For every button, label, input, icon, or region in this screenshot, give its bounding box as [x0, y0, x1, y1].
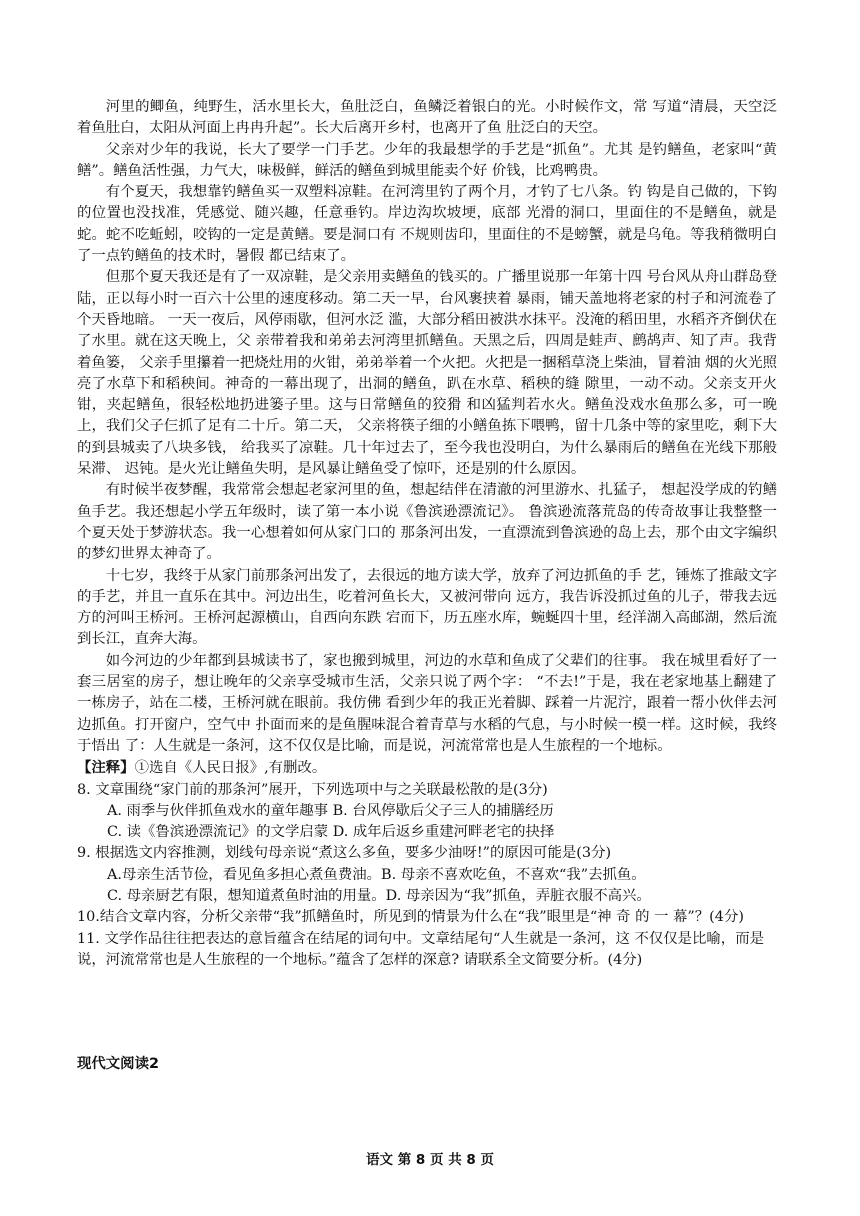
passage-paragraph-2: 父亲对少年的我说，长大了要学一门手艺。少年的我最想学的手艺是“抓鱼”。尤其 是钓鳝鱼，老家叫“黄鳝”。鳝鱼活性强，力气大，味极鲜，鲜活的鳝鱼到城里能卖个好 价钱，比鸡鸭贵。	[77, 141, 777, 179]
question-10: 10.结合文章内容，分析父亲带“我”抓鳝鱼时，所见到的情景为什么在“我”眼里是“神 奇 的 一 幕”？(4分)	[77, 909, 744, 926]
question-8-options-cd: C. 读《鲁滨逊漂流记》的文学启蒙 D. 成年后返乡重建河畔老宅的抉择	[107, 824, 555, 841]
question-9-options-ab: A.母亲生活节俭，看见鱼多担心煮鱼费油。B. 母亲不喜欢吃鱼，不喜欢“我”去抓鱼。	[107, 866, 646, 883]
passage-paragraph-3: 有个夏天，我想靠钓鳝鱼买一双塑料凉鞋。在河湾里钓了两个月，才钓了七八条。钓 钩是自己做的，下钩的位置也没找准，凭感觉、随兴趣，任意垂钓。岸边沟坎坡埂，底部 光滑的洞口，里面住的不是鳝鱼，就是蛇。蛇不吃蚯蚓，咬钩的一定是黄鳝。要是洞口有 不规则齿印，里面住的不是螃蟹，就是乌龟。等我稍微明白了一点钓鳝鱼的技术时，暑假 都已结束了。	[77, 184, 777, 265]
passage-paragraph-4: 但那个夏天我还是有了一双凉鞋，是父亲用卖鳝鱼的钱买的。广播里说那一年第十四 号台风从舟山群岛登陆，正以每小时一百六十公里的速度移动。第二天一早，台风裹挟着 暴雨，铺天盖地将老家的村子和河流卷了个天昏地暗。 一天一夜后，风停雨歇，但河水泛 滥，大部分稻田被洪水抹平。没淹的稻田里，水稻齐齐倒伏在了水里。就在这天晚上，父 亲带着我和弟弟去河湾里抓鳝鱼。天黑之后，四周是蛙声、鹧鸪声、知了声。我背着鱼篓， 父亲手里攥着一把烧灶用的火钳，弟弟举着一个火把。火把是一捆稻草浇上柴油，冒着油 烟的火光照亮了水草下和稻秧间。神奇的一幕出现了，出洞的鳝鱼，趴在水草、稻秧的缝 隙里，一动不动。父亲支开火钳，夹起鳝鱼，很轻松地扔进篓子里。这与日常鳝鱼的狡猾 和凶猛判若水火。鳝鱼没戏水鱼那么多，可一晚上，我们父子仨抓了足有二十斤。第二天， 父亲将筷子细的小鳝鱼拣下喂鸭，留十几条中等的家里吃，剩下大的到县城卖了八块多钱， 给我买了凉鞋。几十年过去了，至今我也没明白，为什么暴雨后的鳝鱼在光线下那般呆滞、 迟钝。是火光让鳝鱼失明，是风暴让鳝鱼受了惊吓，还是别的什么原因。	[77, 269, 777, 478]
note-text: ①选自《人民日报》,有删改。	[134, 760, 327, 777]
question-8-options-ab: A. 雨季与伙伴抓鱼戏水的童年趣事 B. 台风停歇后父子三人的捕膳经历	[107, 802, 554, 819]
page-footer: 语文 第 8 页 共 8 页	[366, 1152, 494, 1168]
passage-paragraph-5: 有时候半夜梦醒，我常常会想起老家河里的鱼，想起结伴在清澈的河里游水、扎猛子， 想起没学成的钓鳝鱼手艺。我还想起小学五年级时，读了第一本小说《鲁滨逊漂流记》。 鲁滨逊流落荒岛的传奇故事让我整整一个夏天处于梦游状态。我一心想着如何从家门口的 那条河出发，一直漂流到鲁滨逊的岛上去，那个由文字编织的梦幻世界太神奇了。	[77, 482, 777, 563]
reading-passage	[77, 97, 777, 971]
passage-paragraph-7: 如今河边的少年都到县城读书了，家也搬到城里，河边的水草和鱼成了父辈们的往事。 我在城里看好了一套三居室的房子，想让晚年的父亲享受城市生活，父亲只说了两个字： “不去!”于是，我在老家地基上翻建了一栋房子，站在二楼，王桥河就在眼前。我仿佛 看到少年的我正光着脚、踩着一片泥泞，跟着一帮小伙伴去河边抓鱼。打开窗户，空气中 扑面而来的是鱼腥味混合着青草与水稻的气息，与小时候一模一样。这时候，我终于悟出 了：人生就是一条河，这不仅仅是比喻，而是说，河流常常也是人生旅程的一个地标。	[77, 652, 777, 754]
note-tag: 【注释】	[77, 759, 135, 777]
question-9-options-cd: C. 母亲厨艺有限，想知道煮鱼时油的用量。D. 母亲因为“我”抓鱼，弄脏衣服不高兴。	[107, 887, 651, 904]
question-8-stem: 8. 文章围绕“家门前的那条河”展开，下列选项中与之关联最松散的是(3分)	[77, 781, 548, 798]
question-9-stem: 9. 根据选文内容推测，划线句母亲说“煮这么多鱼，要多少油呀!”的原因可能是(3分)	[77, 845, 612, 862]
question-11: 11. 文学作品往往把表达的意旨蕴含在结尾的词句中。文章结尾句“人生就是一条河，这 不仅仅是比喻，而是说，河流常常也是人生旅程的一个地标。”蕴含了怎样的深意? 请联系全文简要分析。(4分)	[77, 930, 764, 968]
source-note	[77, 757, 777, 779]
passage-paragraph-1: 河里的鲫鱼，纯野生，活水里长大，鱼肚泛白，鱼鳞泛着银白的光。小时候作文，常 写道“清晨，天空泛着鱼肚白，太阳从河面上冉冉升起”。长大后离开乡村，也离开了鱼 肚泛白的天空。	[77, 99, 777, 137]
section-title: 现代文阅读2	[77, 1056, 159, 1072]
passage-paragraph-6: 十七岁，我终于从家门前那条河出发了，去很远的地方读大学，放弃了河边抓鱼的手 艺，锤炼了推敲文字的手艺，并且一直乐在其中。河边出生，吃着河鱼长大，又被河带向 远方，我告诉没抓过鱼的儿子，带我去远方的河叫王桥河。王桥河起源横山，自西向东跌 宕而下，历五座水库，蜿蜒四十里，经洋湖入高邮湖，然后流到长江，直奔大海。	[77, 567, 777, 648]
